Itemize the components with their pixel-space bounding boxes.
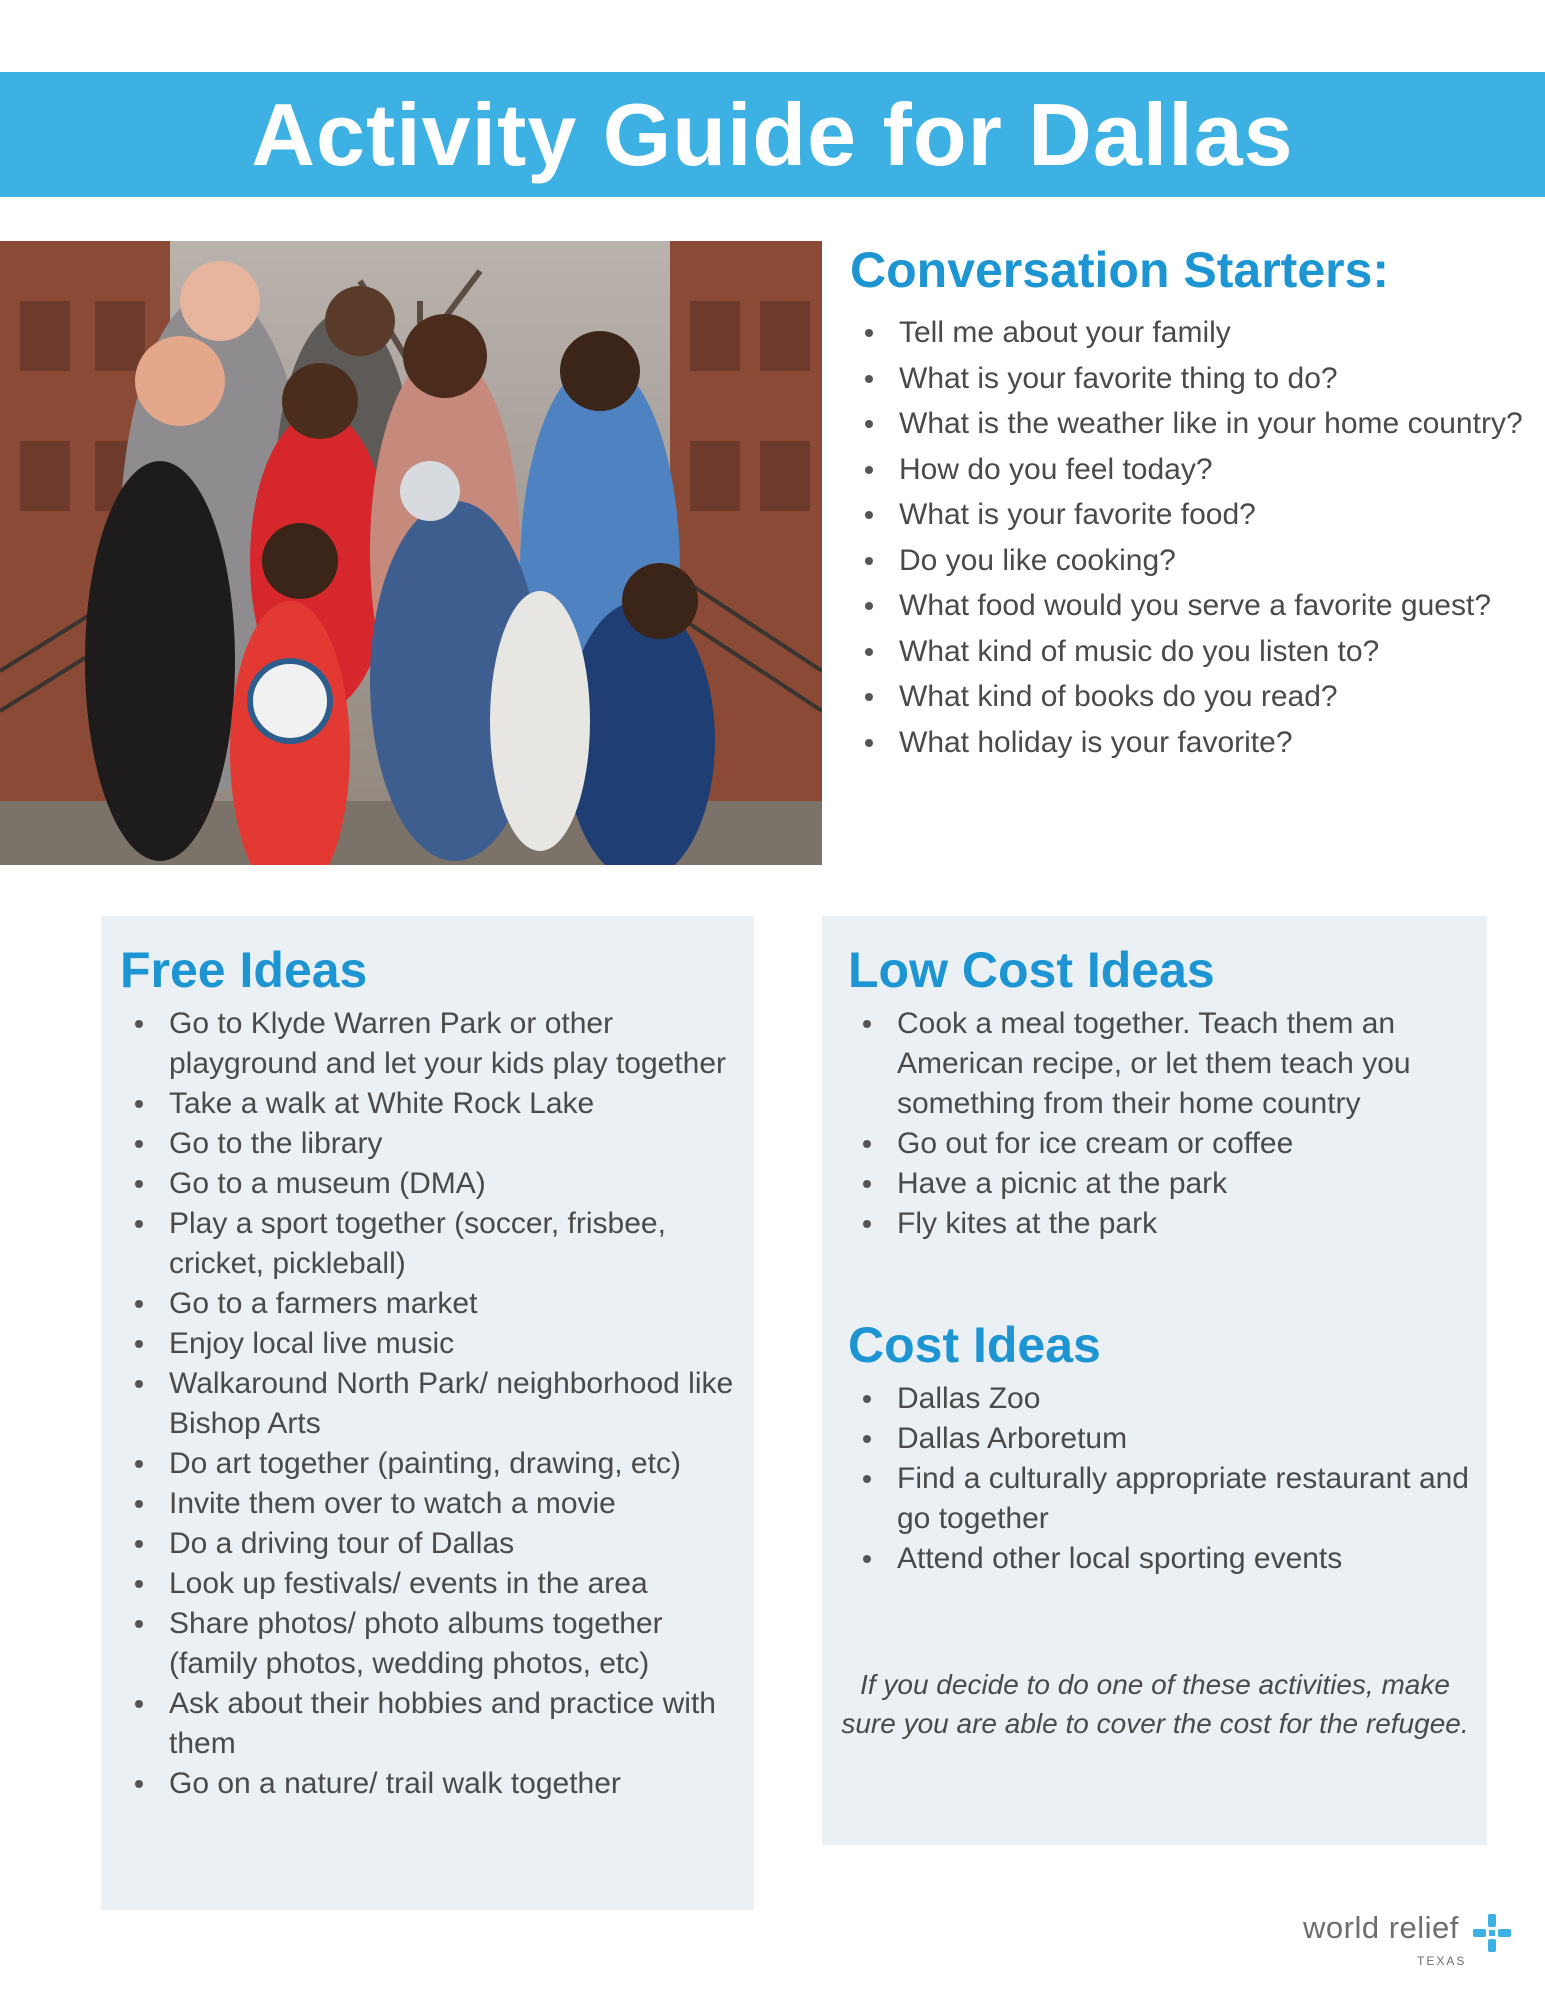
list-item: Take a walk at White Rock Lake — [120, 1084, 740, 1124]
family-photo-illustration — [0, 241, 822, 865]
list-item: What holiday is your favorite? — [850, 720, 1530, 766]
list-item: Go to the library — [120, 1124, 740, 1164]
list-item: Play a sport together (soccer, frisbee, cricket, pickleball) — [120, 1204, 740, 1284]
list-item: What is the weather like in your home country? — [850, 401, 1530, 447]
list-item: Attend other local sporting events — [848, 1539, 1478, 1579]
list-item: Do a driving tour of Dallas — [120, 1524, 740, 1564]
list-item: Dallas Zoo — [848, 1379, 1478, 1419]
list-item: Tell me about your family — [850, 310, 1530, 356]
logo-region: TEXAS — [1417, 1954, 1467, 1968]
list-item: Dallas Arboretum — [848, 1419, 1478, 1459]
family-photo — [0, 241, 822, 865]
page-title: Activity Guide for Dallas — [251, 84, 1294, 184]
list-item: Do you like cooking? — [850, 538, 1530, 584]
cost-ideas-section — [848, 1315, 1478, 1579]
world-relief-logo — [1303, 1910, 1523, 1980]
free-ideas-section — [120, 940, 740, 1804]
conversation-starters-heading: Conversation Starters: — [850, 242, 1390, 298]
list-item: Cook a meal together. Teach them an American recipe, or let them teach you something from their home country — [848, 1004, 1478, 1124]
conversation-starters-list — [850, 310, 1530, 765]
list-item: What is your favorite food? — [850, 492, 1530, 538]
cost-note: If you decide to do one of these activities, make sure you are able to cover the cost for the refugee. — [841, 1669, 1469, 1739]
list-item: What is your favorite thing to do? — [850, 356, 1530, 402]
list-item: Enjoy local live music — [120, 1324, 740, 1364]
list-item: Do art together (painting, drawing, etc) — [120, 1444, 740, 1484]
title-banner — [0, 72, 1545, 197]
list-item: Find a culturally appropriate restaurant and go together — [848, 1459, 1478, 1539]
cost-ideas-heading: Cost Ideas — [848, 1317, 1101, 1373]
list-item: What food would you serve a favorite guest? — [850, 583, 1530, 629]
low-cost-ideas-heading: Low Cost Ideas — [848, 942, 1215, 998]
list-item: Fly kites at the park — [848, 1204, 1478, 1244]
logo-wordmark: world relief — [1303, 1910, 1459, 1945]
low-cost-ideas-section — [848, 940, 1478, 1244]
list-item: What kind of music do you listen to? — [850, 629, 1530, 675]
list-item: Share photos/ photo albums together (family photos, wedding photos, etc) — [120, 1604, 740, 1684]
list-item: Look up festivals/ events in the area — [120, 1564, 740, 1604]
list-item: Go out for ice cream or coffee — [848, 1124, 1478, 1164]
free-ideas-list — [120, 1004, 740, 1804]
list-item: What kind of books do you read? — [850, 674, 1530, 720]
list-item: Go to a farmers market — [120, 1284, 740, 1324]
list-item: Go to a museum (DMA) — [120, 1164, 740, 1204]
list-item: Ask about their hobbies and practice with them — [120, 1684, 740, 1764]
conversation-starters-section — [850, 240, 1530, 765]
low-cost-ideas-list — [848, 1004, 1478, 1244]
free-ideas-heading: Free Ideas — [120, 942, 368, 998]
world-relief-cross-icon — [1471, 1912, 1513, 1954]
list-item: Go on a nature/ trail walk together — [120, 1764, 740, 1804]
list-item: Invite them over to watch a movie — [120, 1484, 740, 1524]
list-item: How do you feel today? — [850, 447, 1530, 493]
list-item: Walkaround North Park/ neighborhood like Bishop Arts — [120, 1364, 740, 1444]
list-item: Have a picnic at the park — [848, 1164, 1478, 1204]
list-item: Go to Klyde Warren Park or other playground and let your kids play together — [120, 1004, 740, 1084]
cost-ideas-list — [848, 1379, 1478, 1579]
